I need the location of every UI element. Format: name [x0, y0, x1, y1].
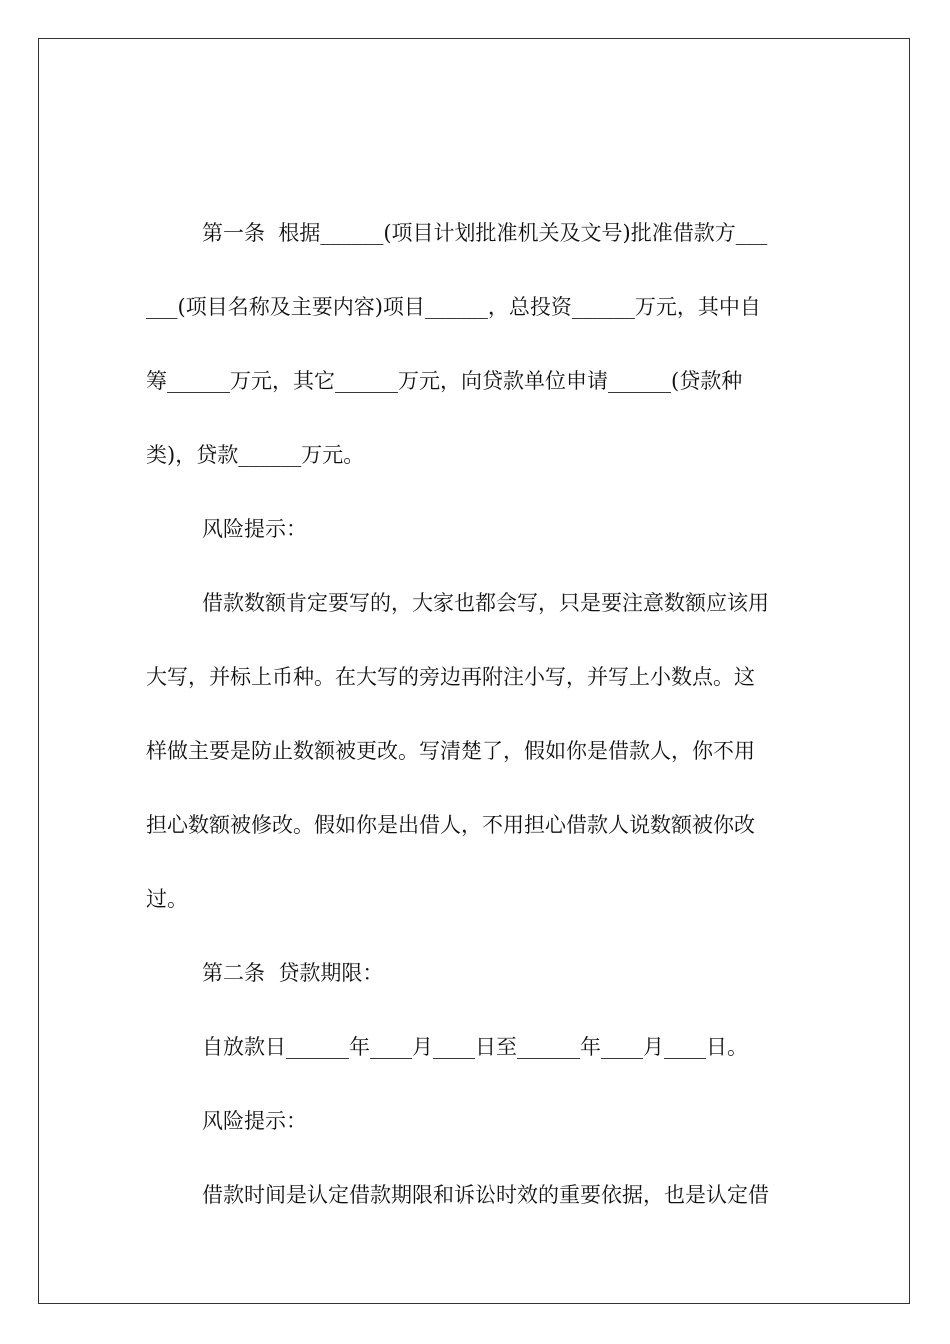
loan-period-paragraph [146, 1010, 806, 1084]
risk-tip-paragraph [146, 1158, 806, 1232]
text-line: 样做主要是防止数额被更改。写清楚了，假如你是借款人，你不用 [146, 739, 755, 763]
text-line: 担心数额被修改。假如你是出借人，不用担心借款人说数额被你改 [146, 813, 755, 837]
document-body [146, 196, 806, 1232]
article-1-paragraph [146, 196, 806, 492]
text-line: 第二条 贷款期限： [202, 961, 384, 985]
text-line: 借款数额肯定要写的，大家也都会写，只是要注意数额应该用 [202, 591, 769, 615]
text-line: 筹______万元，其它______万元，向贷款单位申请______(贷款种 [146, 369, 743, 393]
text-line: 大写，并标上币种。在大写的旁边再附注小写，并写上小数点。这 [146, 665, 755, 689]
text-line: 过。 [146, 887, 188, 911]
risk-tip-heading [146, 1084, 806, 1158]
article-2-heading [146, 936, 806, 1010]
risk-tip-paragraph [146, 566, 806, 936]
text-line: ___(项目名称及主要内容)项目______，总投资______万元，其中自 [146, 295, 761, 319]
text-line: 借款时间是认定借款期限和诉讼时效的重要依据，也是认定借 [202, 1183, 769, 1207]
text-line: 风险提示： [202, 1109, 307, 1133]
text-line: 自放款日______年____月____日至______年____月____日。 [202, 1035, 748, 1059]
text-line: 类)，贷款______万元。 [146, 443, 365, 467]
text-line: 第一条 根据______(项目计划批准机关及文号)批准借款方___ [202, 221, 768, 245]
text-line: 风险提示： [202, 517, 307, 541]
risk-tip-heading [146, 492, 806, 566]
